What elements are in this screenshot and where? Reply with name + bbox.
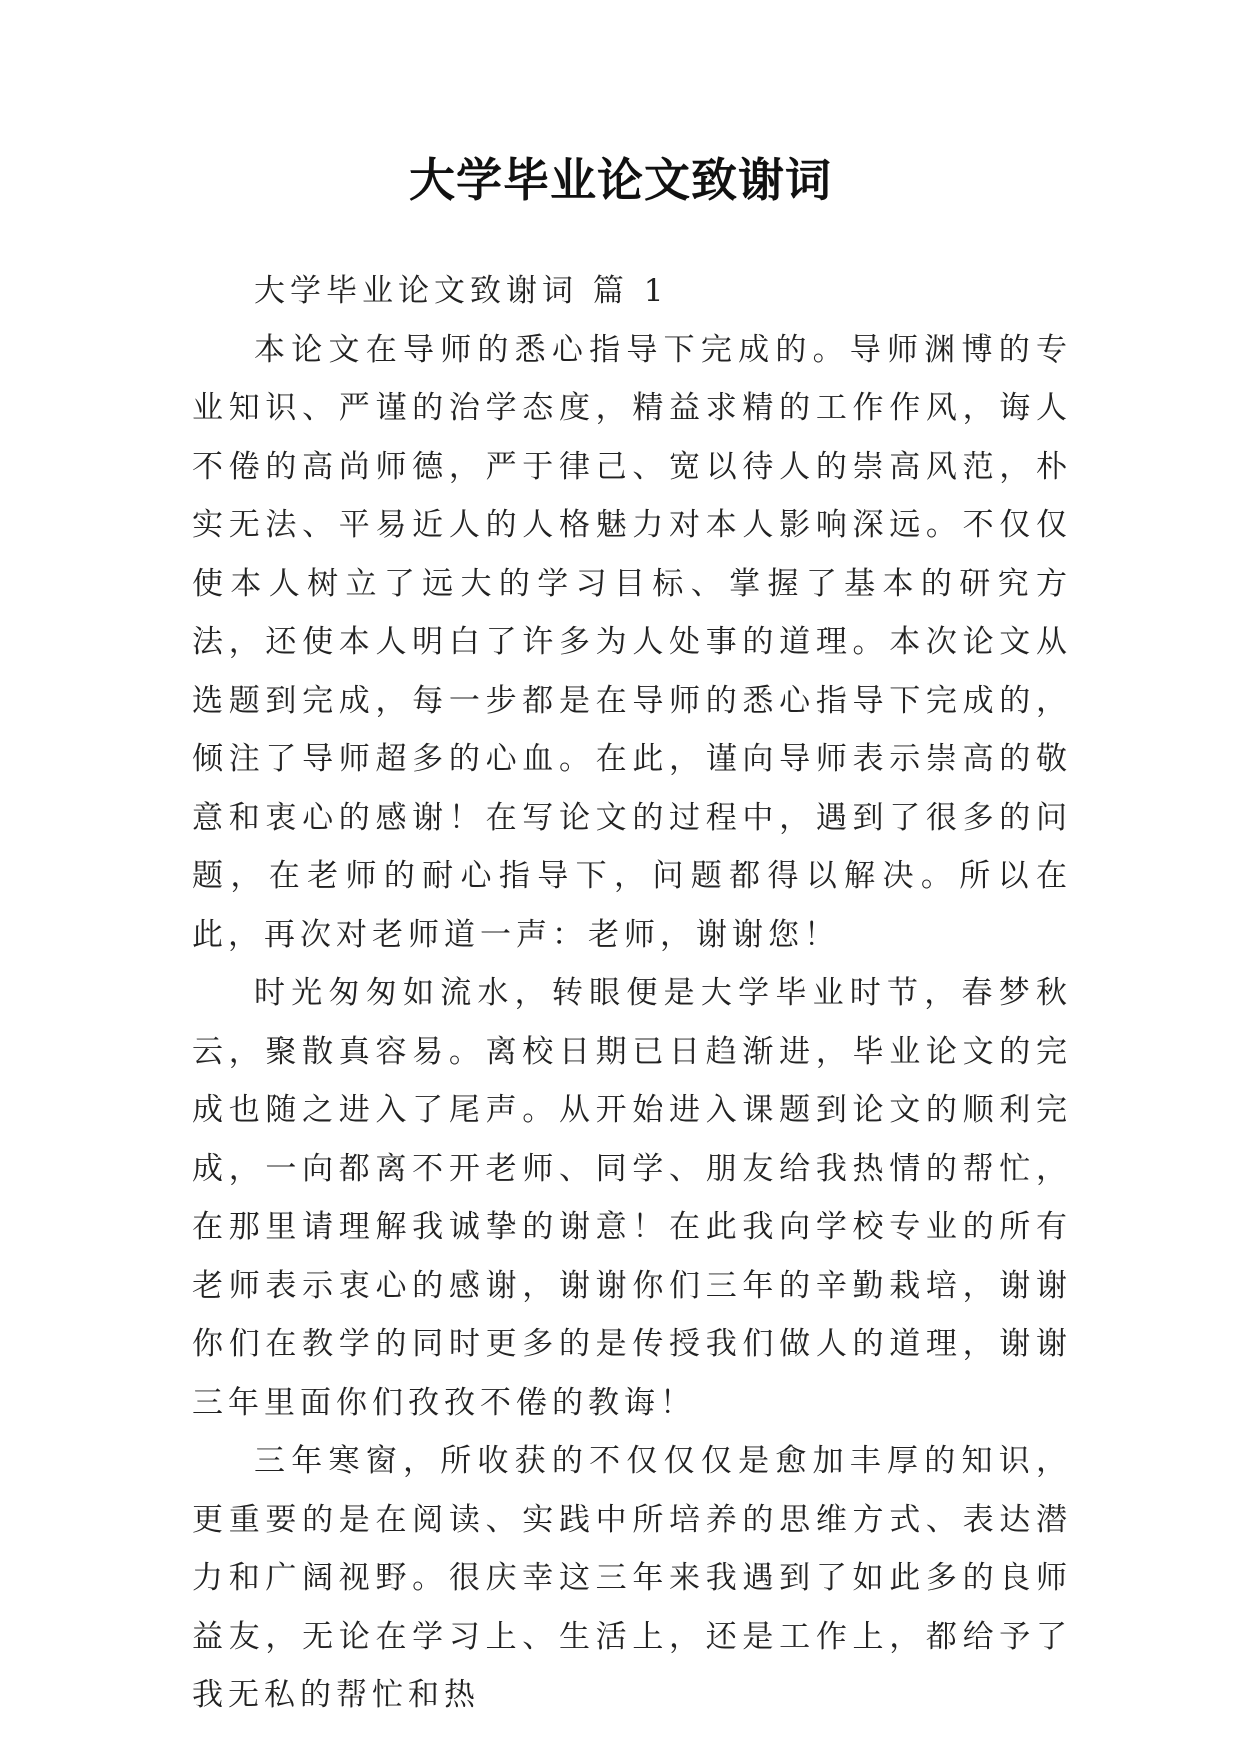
paragraph-1: 本论文在导师的悉心指导下完成的。导师渊博的专业知识、严谨的治学态度，精益求精的工作作风，诲人不倦的高尚师德，严于律己、宽以待人的崇高风范，朴实无法、平易近人的人格魅力对本人影响深远。不仅仅使本人树立了远大的学习目标、掌握了基本的研究方法，还使本人明白了许多为人处事的道理。本次论文从选题到完成，每一步都是在导师的悉心指导下完成的，倾注了导师超多的心血。在此，谨向导师表示崇高的敬意和衷心的感谢！在写论文的过程中，遇到了很多的问题，在老师的耐心指导下，问题都得以解决。所以在此，再次对老师道一声：老师，谢谢您！ (192, 331, 1072, 953)
document-body (192, 262, 1072, 1725)
paragraph-3: 三年寒窗，所收获的不仅仅仅是愈加丰厚的知识，更重要的是在阅读、实践中所培养的思维方式、表达潜力和广阔视野。很庆幸这三年来我遇到了如此多的良师益友，无论在学习上、生活上，还是工作上，都给予了我无私的帮忙和热 (192, 1443, 1072, 1713)
paragraph-2: 时光匆匆如流水，转眼便是大学毕业时节，春梦秋云，聚散真容易。离校日期已日趋渐进，毕业论文的完成也随之进入了尾声。从开始进入课题到论文的顺利完成，一向都离不开老师、同学、朋友给我热情的帮忙，在那里请理解我诚挚的谢意！在此我向学校专业的所有老师表示衷心的感谢，谢谢你们三年的辛勤栽培，谢谢你们在教学的同时更多的是传授我们做人的道理，谢谢三年里面你们孜孜不倦的教诲！ (192, 975, 1072, 1421)
section-heading: 大学毕业论文致谢词 篇 1 (254, 273, 669, 309)
document-title: 大学毕业论文致谢词 (409, 153, 832, 207)
